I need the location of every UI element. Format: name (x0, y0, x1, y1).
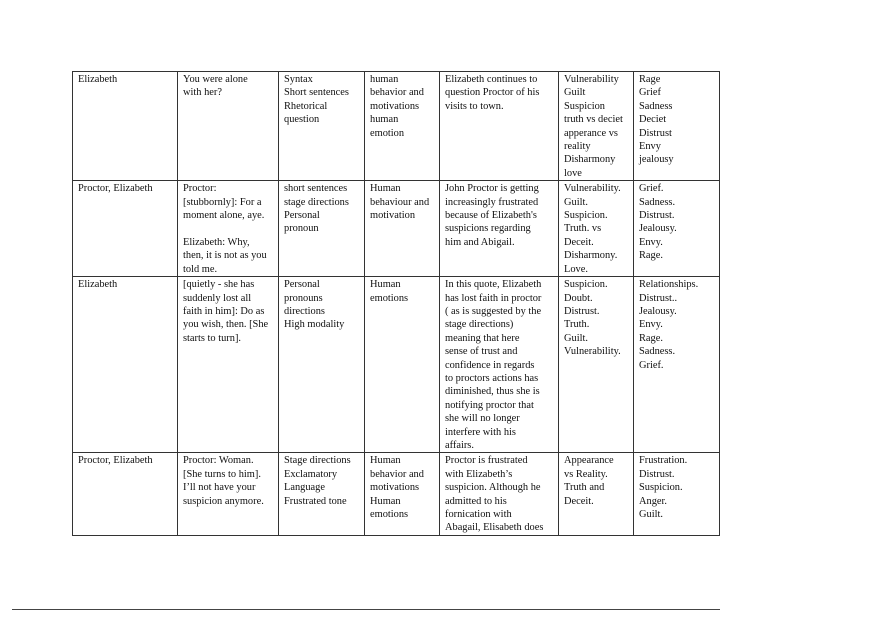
footer-divider (12, 609, 720, 610)
theme-cell: human behavior and motivations human emotion (365, 72, 440, 181)
character-cell: Elizabeth (73, 72, 178, 181)
character-cell: Elizabeth (73, 277, 178, 453)
ideas-cell: Vulnerability. Guilt. Suspicion. Truth. vs Deceit. Disharmony. Love. (559, 181, 634, 277)
quote-cell: You were alone with her? (178, 72, 279, 181)
technique-cell: short sentences stage directions Personal pronoun (279, 181, 365, 277)
quote-cell: [quietly - she has suddenly lost all faith in him]: Do as you wish, then. [She starts to turn]. (178, 277, 279, 453)
table-row (73, 181, 720, 277)
emotions-cell: Frustration. Distrust. Suspicion. Anger. Guilt. (634, 453, 720, 535)
technique-cell: Stage directions Exclamatory Language Frustrated tone (279, 453, 365, 535)
quote-cell: Proctor: [stubbornly]: For a moment alone, aye. Elizabeth: Why, then, it is not as you told me. (178, 181, 279, 277)
analysis-table (72, 71, 720, 536)
character-cell: Proctor, Elizabeth (73, 181, 178, 277)
explanation-cell: Proctor is frustrated with Elizabeth’s suspicion. Although he admitted to his fornication with Abagail, Elisabeth does (440, 453, 559, 535)
ideas-cell: Appearance vs Reality. Truth and Deceit. (559, 453, 634, 535)
table-row (73, 72, 720, 181)
technique-cell: Syntax Short sentences Rhetorical question (279, 72, 365, 181)
theme-cell: Human behavior and motivations Human emotions (365, 453, 440, 535)
explanation-cell: In this quote, Elizabeth has lost faith in proctor ( as is suggested by the stage directions) meaning that here sense of trust and confidence in regards to proctors actions has diminished, thus she is notifying proctor that she will no longer interfere with his affairs. (440, 277, 559, 453)
explanation-cell: John Proctor is getting increasingly frustrated because of Elizabeth's suspicions regarding him and Abigail. (440, 181, 559, 277)
theme-cell: Human behaviour and motivation (365, 181, 440, 277)
emotions-cell: Relationships. Distrust.. Jealousy. Envy. Rage. Sadness. Grief. (634, 277, 720, 453)
technique-cell: Personal pronouns directions High modality (279, 277, 365, 453)
ideas-cell: Suspicion. Doubt. Distrust. Truth. Guilt. Vulnerability. (559, 277, 634, 453)
table-row (73, 453, 720, 535)
table-row (73, 277, 720, 453)
ideas-cell: Vulnerability Guilt Suspicion truth vs deciet apperance vs reality Disharmony love (559, 72, 634, 181)
quote-cell: Proctor: Woman. [She turns to him]. I’ll not have your suspicion anymore. (178, 453, 279, 535)
explanation-cell: Elizabeth continues to question Proctor of his visits to town. (440, 72, 559, 181)
emotions-cell: Grief. Sadness. Distrust. Jealousy. Envy. Rage. (634, 181, 720, 277)
theme-cell: Human emotions (365, 277, 440, 453)
character-cell: Proctor, Elizabeth (73, 453, 178, 535)
emotions-cell: Rage Grief Sadness Deciet Distrust Envy jealousy (634, 72, 720, 181)
